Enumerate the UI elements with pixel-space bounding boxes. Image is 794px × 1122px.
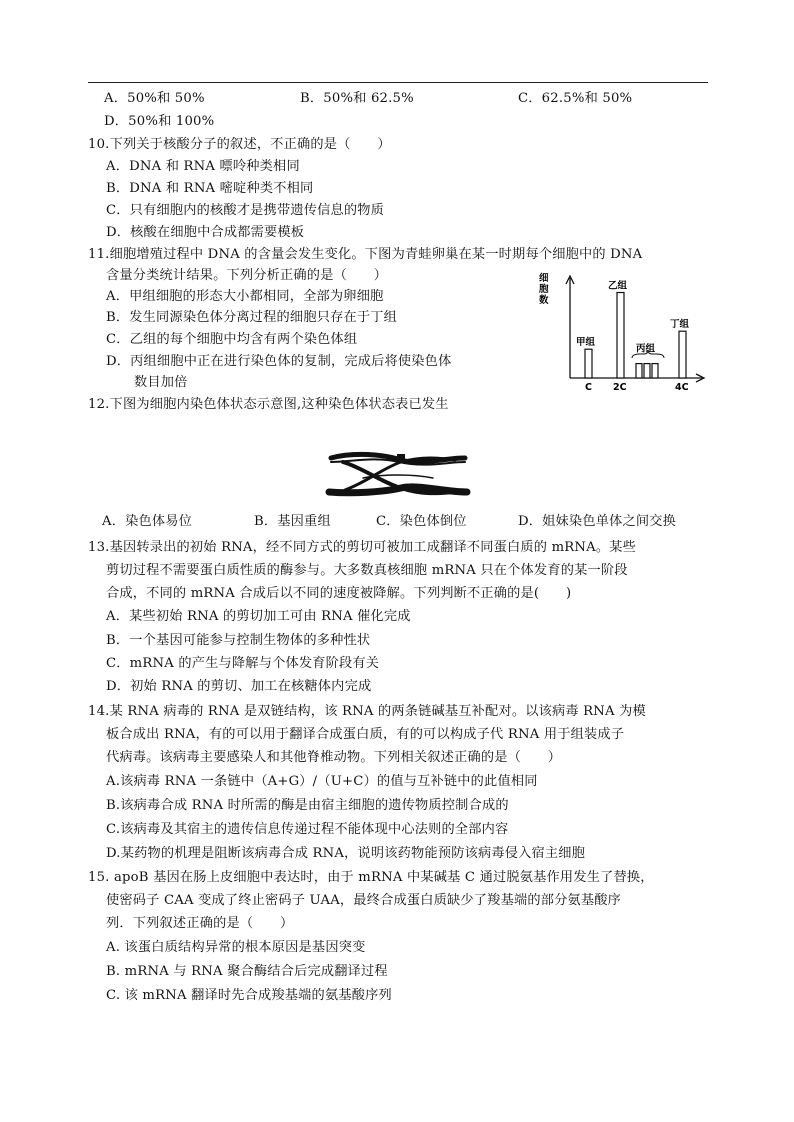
q9-option-c: C．62.5%和 50% [518, 91, 633, 106]
q12-option-b: B．基因重组 [254, 514, 331, 529]
q11-option-b: B．发生同源染色体分离过程的细胞只存在于丁组 [106, 310, 398, 325]
bar-2C [617, 293, 624, 379]
q14-option-b: B.该病毒合成 RNA 时所需的酶是由宿主细胞的遗传物质控制合成的 [106, 798, 509, 813]
x-tick-4C: 4C [675, 382, 689, 392]
bar-4C [679, 331, 686, 378]
bar-label-bingzu: 丙组 [636, 343, 656, 355]
q9-option-a: A．50%和 50% [104, 91, 205, 106]
q12-option-c: C．染色体倒位 [376, 514, 467, 529]
q13-option-a: A．某些初始 RNA 的剪切加工可由 RNA 催化完成 [106, 609, 411, 624]
q15-option-a: A. 该蛋白质结构异常的根本原因是基因突变 [106, 940, 366, 955]
q15-stem-line2: 使密码子 CAA 变成了终止密码子 UAA，最终合成蛋白质缺少了羧基端的部分氨基酸序 [106, 893, 622, 908]
q11-option-a: A．甲组细胞的形态大小都相同，全部为卵细胞 [106, 289, 384, 304]
q15-stem-line3: 列．下列叙述正确的是（ ） [106, 916, 294, 931]
q13-stem-line1: 13.基因转录出的初始 RNA，经不同方式的剪切可被加工成翻译不同蛋白质的 mRNA。某些 [88, 540, 637, 555]
dna-content-bar-chart [536, 270, 706, 392]
q11-stem-line1: 11.细胞增殖过程中 DNA 的含量会发生变化。下图为青蛙卵巢在某一时期每个细胞中的 DNA [88, 247, 643, 262]
q13-option-c: C．mRNA 的产生与降解与个体发育阶段有关 [106, 656, 380, 671]
q11-stem-line2: 含量分类统计结果。下列分析正确的是（ ） [106, 268, 388, 283]
q14-option-c: C.该病毒及其宿主的遗传信息传递过程不能体现中心法则的全部内容 [106, 822, 509, 837]
chromosome-diagram [323, 448, 473, 502]
header-rule [88, 82, 708, 83]
y-axis-label-line2: 胞 [539, 284, 549, 295]
bar-bingzu-3 [652, 364, 658, 378]
q15-option-c: C. 该 mRNA 翻译时先合成羧基端的氨基酸序列 [106, 988, 392, 1003]
bar-bingzu-2 [644, 364, 650, 378]
q10-option-d: D．核酸在细胞中合成都需要模板 [106, 225, 305, 240]
bar-label-2C: 乙组 [608, 280, 628, 292]
q10-option-a: A．DNA 和 RNA 嘌呤种类相同 [106, 159, 300, 174]
x-tick-2C: 2C [613, 382, 627, 392]
q11-option-c: C．乙组的每个细胞中均含有两个染色体组 [106, 332, 358, 347]
q14-option-a: A.该病毒 RNA 一条链中（A+G）/（U+C）的值与互补链中的此值相同 [106, 774, 538, 789]
bar-label-C: 甲组 [576, 337, 596, 349]
q13-stem-line3: 合成，不同的 mRNA 合成后以不同的速度被降解。下列判断不正确的是( ) [106, 586, 572, 601]
q13-option-b: B．一个基因可能参与控制生物体的多种性状 [106, 633, 371, 648]
q11-option-d-continued: 数目加倍 [134, 375, 188, 390]
bar-label-4C: 丁组 [670, 319, 690, 331]
q13-option-d: D．初始 RNA 的剪切、加工在核糖体内完成 [106, 679, 372, 694]
q15-option-b: B. mRNA 与 RNA 聚合酶结合后完成翻译过程 [106, 964, 388, 979]
q11-option-d: D．丙组细胞中正在进行染色体的复制，完成后将使染色体 [106, 354, 452, 369]
q13-stem-line2: 剪切过程不需要蛋白质性质的酶参与。大多数真核细胞 mRNA 只在个体发育的某一阶段 [106, 563, 628, 578]
bar-bingzu-1 [636, 364, 642, 378]
q15-stem-line1: 15. apoB 基因在肠上皮细胞中表达时，由于 mRNA 中某碱基 C 通过脱氨基作用发生了替换， [88, 870, 654, 885]
q12-stem: 12.下图为细胞内染色体状态示意图,这种染色体状态表已发生 [88, 397, 449, 412]
q10-option-c: C．只有细胞内的核酸才是携带遗传信息的物质 [106, 203, 385, 218]
q10-stem: 10.下列关于核酸分子的叙述，不正确的是（ ） [88, 137, 391, 152]
x-tick-C: C [585, 382, 592, 392]
q12-option-d: D．姐妹染色单体之间交换 [518, 514, 677, 529]
centromere-upper [397, 454, 405, 462]
y-axis-label-line1: 细 [539, 273, 549, 284]
q12-option-a: A．染色体易位 [102, 514, 193, 529]
bar-C [585, 349, 592, 378]
q9-option-b: B．50%和 62.5% [300, 91, 414, 106]
q9-option-d: D．50%和 100% [104, 114, 215, 129]
q14-stem-line1: 14.某 RNA 病毒的 RNA 是双链结构，该 RNA 的两条链碱基互补配对。以该病毒 RNA 为模 [88, 704, 646, 719]
y-axis-label-line3: 数 [539, 295, 549, 306]
q10-option-b: B．DNA 和 RNA 嘧啶种类不相同 [106, 181, 314, 196]
q14-stem-line2: 板合成出 RNA，有的可以用于翻译合成蛋白质，有的可以构成子代 RNA 用于组装成子 [106, 727, 625, 742]
q14-option-d: D.某药物的机理是阻断该病毒合成 RNA，说明该药物能预防该病毒侵入宿主细胞 [106, 846, 586, 861]
q14-stem-line3: 代病毒。该病毒主要感染人和其他脊椎动物。下列相关叙述正确的是（ ） [106, 750, 562, 765]
